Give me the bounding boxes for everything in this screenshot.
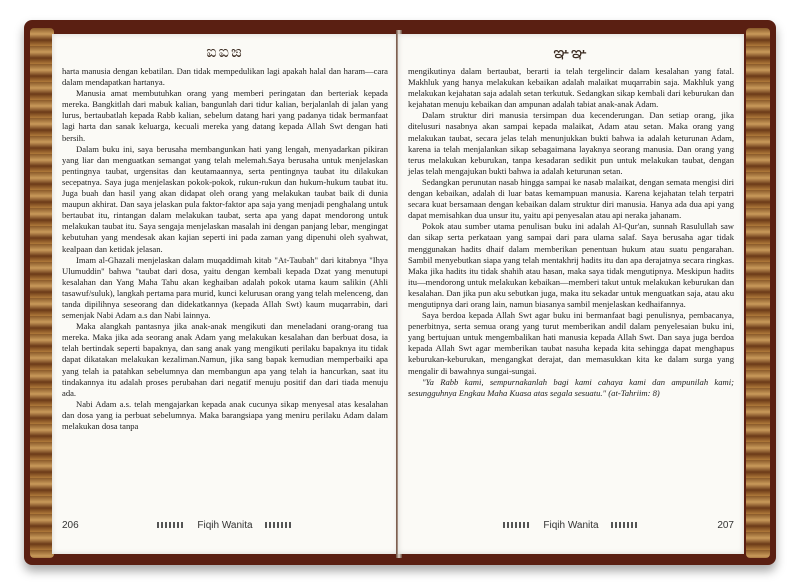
left-page — [52, 34, 398, 554]
footer-ornament-icon — [157, 522, 185, 528]
right-border-ornament — [746, 28, 770, 558]
paragraph: Dalam struktur diri manusia tersimpan dua kecenderungan. Dan setiap orang, jika ditelusuri nasabnya akan sampai kepada malaikat, Adam atau setan. Maka orang yang melakukan taubat, secara jelas telah menunjukkan bukti bahwa ia adalah keturunan Adam, karena ia telah menjalankan sikap sebagaimana layaknya seorang manusia. Dan orang yang terus melakukan keburukan, tanpa kesadaran sedikit pun untuk melakukan taubat, dengan jelas telah mengajukan bukti bahwa ia adalah keturunan setan. — [408, 110, 734, 176]
footer-ornament-icon — [503, 522, 531, 528]
paragraph: harta manusia dengan kebatilan. Dan tidak mempedulikan lagi apakah halal dan haram—cara dalam mendapatkan hartanya. — [62, 66, 388, 88]
left-page-text — [62, 66, 388, 432]
paragraph: Manusia amat membutuhkan orang yang memberi peringatan dan berteriak kepada mereka. Bangkitlah dari mabuk kalian, bangunlah dari tidur kalian, berjalanlah di jalan yang lurus, bertaubatlah kepada Rabb kalian, sebelum datang hari yang padanya tidak bermanfaat lagi harta dan sanak keluarga, kecuali mereka yang datang kepada Allah Swt dengan hati bersih. — [62, 88, 388, 143]
paragraph: Imam al-Ghazali menjelaskan dalam muqaddimah kitab "At-Taubah" dari kitabnya "Ihya Ulumuddin" bahwa "taubat dari dosa, yaitu dengan kembali kepada Dzat yang menutupi kesalahan dan Yang Maha Tahu akan keghaiban adalah pokok utama kaum salikin (Ahli tasawuf/suluk), langkah pertama para murid, kunci kelurusan orang yang telah melenceng, dan tanda dipilihnya seseorang dan didekatkannya (kepada Allah Swt) kaum muqarrabin, dari semenjak Nabi Adam a.s dan Nabi lainnya. — [62, 254, 388, 321]
left-border-ornament — [30, 28, 54, 558]
paragraph: Sedangkan perunutan nasab hingga sampai ke nasab malaikat, dengan semata mengisi diri dengan kebaikan, adalah di luar batas kemampuan manusia. Karena kejahatan telah terpatri secara kuat bersamaan dengan kebaikan dalam struktur diri manusia. Hanya ada dua api yang dapat memisahkan dua unsur itu, yaitu api penyesalan atau api neraka jahanam. — [408, 176, 734, 221]
footer-ornament-icon — [265, 522, 293, 528]
running-title: Fiqih Wanita — [197, 520, 253, 531]
quote-paragraph: "Ya Rabb kami, sempurnakanlah bagi kami cahaya kami dan ampunilah kami; sesungguhnya Engkau Maha Kuasa atas segala sesuatu." (at-Tahriim: 8) — [408, 376, 734, 398]
right-footer — [408, 520, 734, 534]
header-ornament-left: ಐಐಙ — [206, 44, 244, 61]
running-title: Fiqih Wanita — [543, 520, 599, 531]
paragraph: Nabi Adam a.s. telah mengajarkan kepada anak cucunya sikap menyesal atas kesalahan dan dosa yang ia perbuat sebelumnya. Maka barangsiapa yang meniru perilaku Adam dalam melakukan dosa tanpa — [62, 398, 388, 431]
paragraph: Maka alangkah pantasnya jika anak-anak mengikuti dan meneladani orang-orang tua mereka. Maka jika ada seorang anak Adam yang melakukan kesalahan dan berbuat dosa, ia telah bertindak seperti bapaknya, dan sang anak yang mengikuti perilaku bapaknya itu tidak dapat dikatakan melakukan kezaliman.Namun, jika sang bapak kemudian memperbaiki apa yang telah ia patahkan sebelumnya dan membangun apa yang telah ia hancurkan, saat itu tindakannya itu adalah proses perubahan dari negatif menuju positif dan dari tiada menuju ada. — [62, 321, 388, 398]
paragraph: Pokok atau sumber utama penulisan buku ini adalah Al-Qur'an, sunnah Rasulullah saw dan sikap serta perkataan yang sampai dari para ulama salaf. Saya berusaha agar tidak menggunakan hadits dhaif dalam memberikan penentuan hukum atau suatu pengarahan. Sambil menyebutkan siapa yang telah mentakhrij hadits itu dan apa derajatnya secara ringkas. Maka jika hadits itu tidak shahih atau hasan, maka saya tidak mengutipnya. Meskipun hadits itu—mendorong untuk melakukan kebaikan—memberi takut untuk melakukan keburukan dan kesalahan. Dan jika pun aku sebutkan juga, maka itu sekadar untuk menguatkan saja, atau aku mengutipnya dari orang lain, namun biasanya sambil menjelaskan kedhaifannya. — [408, 221, 734, 309]
paragraph: Saya berdoa kepada Allah Swt agar buku ini bermanfaat bagi penulisnya, pembacanya, penerbitnya, serta semua orang yang turut memberikan andil dalam penyelesaian buku ini, yang bertujuan untuk mengembalikan hati manusia kepada Allah Swt. Dan saya juga berdoa kepada Allah Swt agar memberikan taubat nasuha kepada kita sehingga dapat menghapus keburukan-keburukan, mengangkat derajat, dan memasukkan kita ke dalam surga yang mengalir di bawahnya sungai-sungai. — [408, 310, 734, 376]
page-number: 206 — [62, 520, 79, 531]
right-page-text — [408, 66, 734, 399]
page-number: 207 — [717, 520, 734, 531]
right-page — [398, 34, 744, 554]
paragraph: mengikutinya dalam bertaubat, berarti ia telah tergelincir dalam kesalahan yang fatal. Makhluk yang hanya melakukan kebaikan adalah malaikat muqarrabin saja. Makhluk yang melakukan kejahatan saja adalah setan terkutuk. Sedangkan sikap kembali dari keburukan dan kejahatan menuju kebaikan dan ampunan adalah tabiat anak-anak Adam. — [408, 66, 734, 110]
footer-ornament-icon — [611, 522, 639, 528]
left-footer — [62, 520, 388, 534]
paragraph: Dalam buku ini, saya berusaha membangunkan hati yang lengah, menyadarkan pikiran yang liar dan menguatkan semangat yang telah melemah.Saya berusaha untuk menjelaskan pentingnya taubat, urgensitas dan keutamaannya, serta pentingnya taubat itu dilakukan secepatnya. Saya juga menjelaskan pokok-pokok, rukun-rukun dan hukum-hukum taubat itu. Juga buah dan hasil yang akan didapat oleh orang yang melakukan taubat baik di dunia maupun akhirat. Dan saya jelaskan pula faktor-faktor apa saja yang menjadi penghalang untuk bertaubat itu, rintangan dalam melakukan taubat, serta apa yang dapat mendorong untuk melakukan taubat itu. Saya sengaja menjelaskan masalah ini dengan panjang lebar, mengingat kebutuhan yang mendesak akan kajian seperti ini pada zaman yang dipenuhi oleh syahwat, kealpaan dan ketidak jelasan. — [62, 143, 388, 254]
header-ornament-right: ఞఞ — [553, 45, 589, 62]
